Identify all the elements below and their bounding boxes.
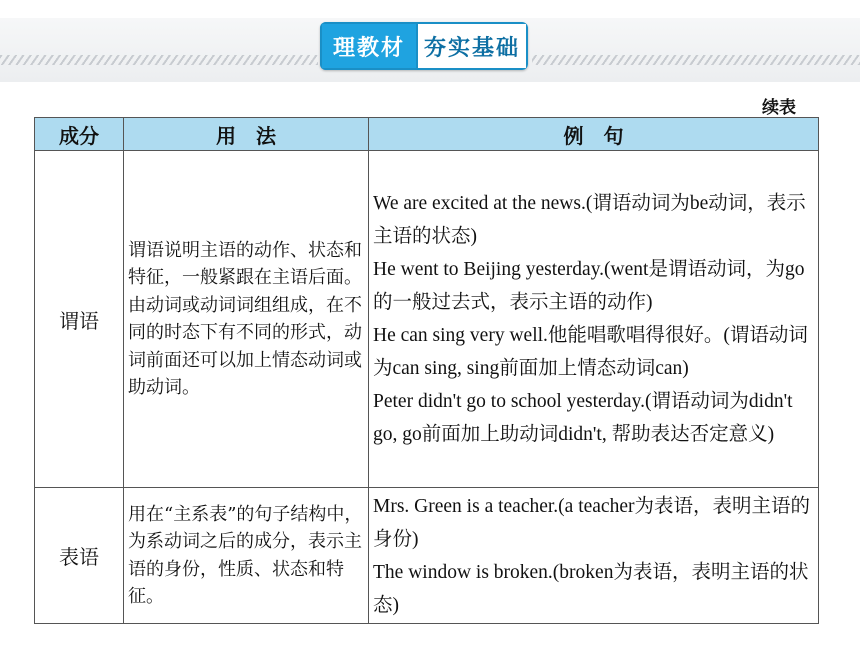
example-sentence: Peter didn't go to school yesterday.(谓语动词为didn't go, go前面加上助动词didn't, 帮助表达否定意义) (373, 391, 793, 445)
table-row (35, 488, 819, 624)
usage-cell: 谓语说明主语的动作、状态和特征，一般紧跟在主语后面。由动词或动词词组组成，在不同的时态下有不同的形式，动词前面还可以加上情态动词或助动词。 (124, 151, 369, 488)
example-sentence: The window is broken.(broken为表语，表明主语的状态) (373, 561, 809, 616)
table-header-row (35, 118, 819, 151)
term-cell: 表语 (35, 488, 124, 624)
header-examples: 例 句 (369, 118, 819, 151)
example-sentence: We are excited at the news.(谓语动词为be动词，表示主语的状态) (373, 193, 806, 247)
section-badge (320, 22, 528, 70)
examples-cell (369, 151, 819, 488)
header-usage: 用 法 (124, 118, 369, 151)
examples-cell (369, 488, 819, 624)
badge-right-label: 夯实基础 (416, 22, 528, 70)
header-term: 成分 (35, 118, 124, 151)
example-sentence: He can sing very well.他能唱歌唱得很好。(谓语动词为can sing, sing前面加上情态动词can) (373, 325, 808, 379)
decorative-stripe-right (532, 55, 860, 65)
example-sentence: He went to Beijing yesterday.(went是谓语动词，为go的一般过去式，表示主语的动作) (373, 259, 805, 313)
grammar-table (34, 117, 819, 624)
table-row (35, 151, 819, 488)
usage-cell: 用在“主系表”的句子结构中，为系动词之后的成分，表示主语的身份，性质、状态和特征。 (124, 488, 369, 624)
example-sentence: Mrs. Green is a teacher.(a teacher为表语，表明主语的身份) (373, 495, 810, 550)
decorative-stripe-left (0, 55, 318, 65)
term-cell: 谓语 (35, 151, 124, 488)
badge-left-label: 理教材 (320, 22, 416, 70)
continued-label: 续表 (762, 98, 796, 118)
